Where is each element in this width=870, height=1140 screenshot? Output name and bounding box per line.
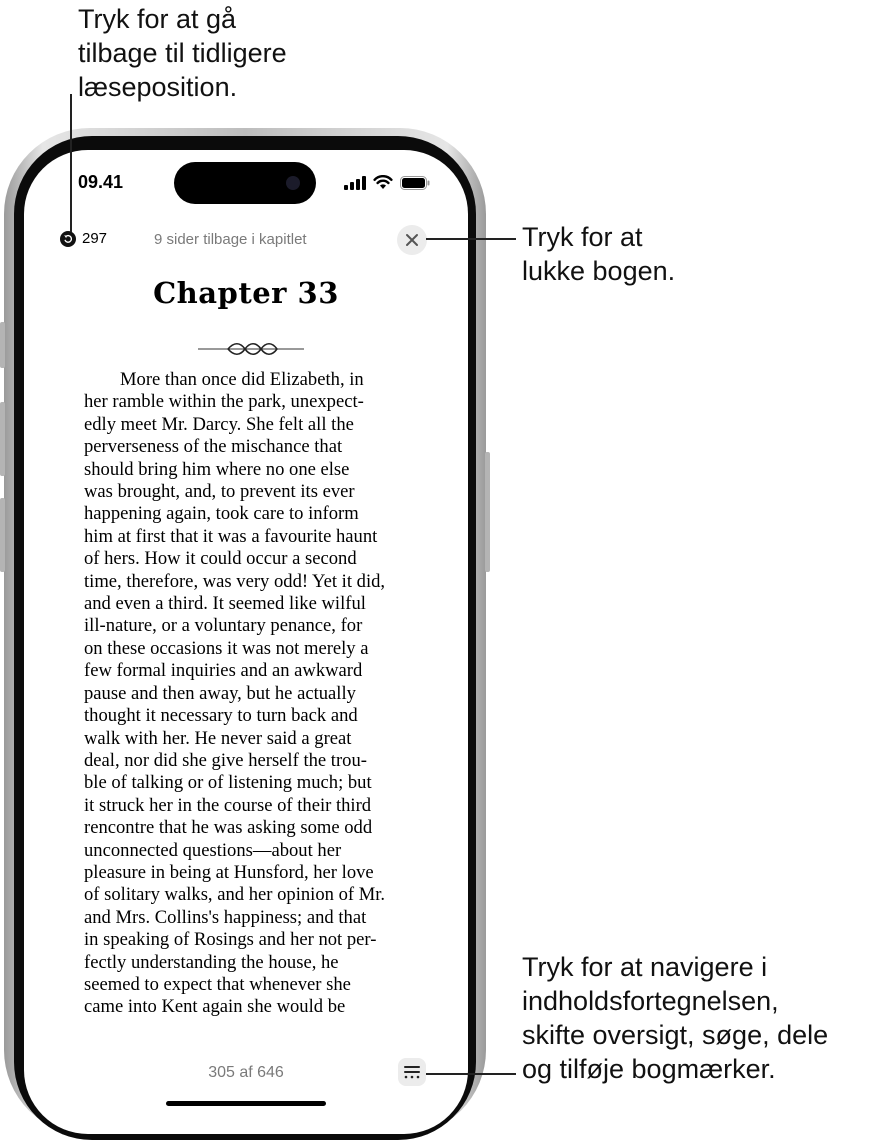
book-text	[84, 369, 434, 1019]
text-line: ill-nature, or a voluntary penance, for	[84, 615, 363, 637]
back-page-number: 297	[82, 230, 108, 247]
text-line: perverseness of the mischance that	[84, 436, 343, 458]
home-indicator	[166, 1101, 326, 1106]
volume-up-button	[0, 402, 5, 476]
status-time: 09.41	[78, 172, 124, 192]
text-line: on these occasions it was not merely a	[84, 637, 369, 659]
cellular-signal-icon	[344, 176, 366, 190]
text-line: edly meet Mr. Darcy. She felt all the	[84, 413, 354, 435]
text-line: in speaking of Rosings and her not per-	[84, 929, 377, 951]
text-line: of solitary walks, and her opinion of Mr.	[84, 884, 386, 906]
text-line: seemed to expect that whenever she	[84, 973, 351, 995]
text-line: pleasure in being at Hunsford, her love	[84, 861, 374, 883]
camera-icon	[286, 176, 300, 190]
text-line: deal, nor did she give herself the trou-	[84, 749, 367, 771]
close-book-button[interactable]	[397, 225, 427, 255]
callout-back-position: Tryk for at gå tilbage til tidligere læseposition.	[78, 4, 287, 102]
chapter-ornament-icon	[198, 341, 304, 357]
menu-icon	[404, 1065, 420, 1079]
callout-menu: Tryk for at navigere i indholdsfortegnelsen, skifte oversigt, søge, dele og tilføje bogmærker.	[522, 952, 829, 1084]
dynamic-island	[174, 162, 316, 204]
text-line: walk with her. He never said a great	[84, 727, 352, 749]
text-line: was brought, and, to prevent its ever	[84, 481, 355, 503]
text-line: and even a third. It seemed like wilful	[84, 593, 366, 615]
text-line: fectly understanding the house, he	[84, 951, 339, 973]
text-line: of hers. How it could occur a second	[84, 548, 357, 570]
text-line: thought it necessary to turn back and	[84, 705, 358, 727]
text-line: few formal inquiries and an awkward	[84, 660, 363, 682]
text-line: More than once did Elizabeth, in	[120, 369, 364, 390]
text-line: ble of talking or of listening much; but	[84, 772, 372, 794]
text-line: unconnected questions—about her	[84, 839, 342, 861]
text-line: happening again, took care to inform	[84, 503, 359, 525]
wifi-icon	[373, 175, 393, 190]
reader-menu-button[interactable]	[398, 1058, 426, 1086]
leader-line-menu	[426, 1073, 516, 1075]
close-icon	[405, 233, 419, 247]
text-line: pause and then away, but he actually	[84, 682, 356, 704]
chapter-location-status: 9 sider tilbage i kapitlet	[154, 231, 307, 248]
callout-close-book: Tryk for at lukke bogen.	[522, 222, 676, 286]
text-line: it struck her in the course of their third	[84, 794, 372, 816]
action-button	[0, 322, 5, 368]
phone-screen	[24, 150, 468, 1134]
leader-line-back	[70, 94, 72, 232]
volume-down-button	[0, 498, 5, 572]
text-line: came into Kent again she would be	[84, 996, 346, 1018]
status-icons	[344, 175, 430, 190]
chapter-title: Chapter 33	[153, 276, 339, 310]
text-line: him at first that it was a favourite haunt	[84, 525, 378, 547]
text-line: rencontre that he was asking some odd	[84, 817, 373, 839]
side-button	[485, 452, 490, 572]
text-line: should bring him where no one else	[84, 458, 350, 480]
text-line: time, therefore, was very odd! Yet it did,	[84, 570, 386, 592]
text-line: her ramble within the park, unexpect-	[84, 391, 364, 413]
page-count: 305 af 646	[208, 1064, 284, 1081]
battery-icon	[400, 176, 430, 190]
leader-line-close	[426, 238, 516, 240]
back-arrow-icon	[60, 231, 76, 247]
back-to-position-button[interactable]	[60, 230, 107, 247]
text-line: and Mrs. Collins's happiness; and that	[84, 906, 367, 928]
